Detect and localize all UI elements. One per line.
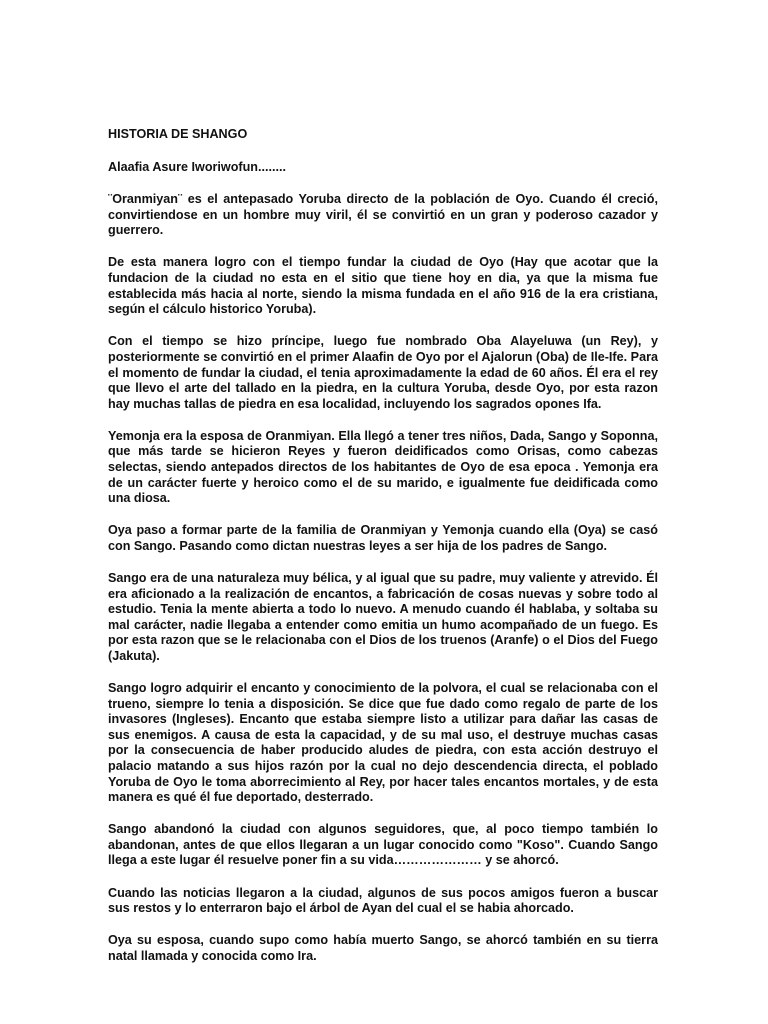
paragraph-yemonja: Yemonja era la esposa de Oranmiyan. Ella llegó a tener tres niños, Dada, Sango y Soponna, que más tarde se hicieron Reyes y fueron deidificados como Orisas, como cabezas selectas, siendo antepados directos de los habitantes de Oyo de esa epoca . Yemonja era de un carácter fuerte y heroico como el de su marido, e igualmente fue deidificada como una diosa. [108, 428, 658, 506]
paragraph-burial: Cuando las noticias llegaron a la ciudad, algunos de sus pocos amigos fueron a buscar sus restos y lo enterraron bajo el árbol de Ayan del cual el se habia ahorcado. [108, 885, 658, 916]
paragraph-founding-oyo: De esta manera logro con el tiempo fundar la ciudad de Oyo (Hay que acotar que la fundacion de la ciudad no esta en el sitio que tiene hoy en dia, ya que la misma fue establecida más hacia al norte, siendo la misma fundada en el año 916 de la era cristiana, según el cálculo historico Yoruba). [108, 255, 658, 317]
paragraph-oya-marriage: Oya paso a formar parte de la familia de Oranmiyan y Yemonja cuando ella (Oya) se casó con Sango. Pasando como dictan nuestras leyes a ser hija de los padres de Sango. [108, 523, 658, 553]
paragraph-gunpowder: Sango logro adquirir el encanto y conocimiento de la polvora, el cual se relacionaba con el trueno, siempre lo tenia a disposición. Se dice que fue dado como regalo de parte de los invasores (Ingleses). Encanto que estaba siempre listo a utilizar para dañar las casas de sus enemigos. A causa de esta la capacidad, y de su mal uso, el destruye muchas casas por la consecuencia de haber producido aludes de piedra, con esta acción destruyo el palacio matando a sus hijos razón por la cual no dejo descendencia directa, el poblado Yoruba de Oyo le toma aborrecimiento al Rey, por hacer tales encantos mortales, y de esta manera es qué él fue deportado, desterrado. [108, 681, 658, 805]
document-title: HISTORIA DE SHANGO [108, 127, 248, 141]
paragraph-exile: Sango abandonó la ciudad con algunos seguidores, que, al poco tiempo también lo abandonan, antes de que ellos llegaran a un lugar conocido como "Koso". Cuando Sango llega a este lugar él resuelve poner fin a su vida………………… y se ahorcó. [108, 822, 658, 868]
paragraph-prince-king: Con el tiempo se hizo príncipe, luego fue nombrado Oba Alayeluwa (un Rey), y posteriormente se convirtió en el primer Alaafin de Oyo por el Ajalorun (Oba) de Ile-Ife. Para el momento de fundar la ciudad, el tenia aproximadamente la edad de 60 años. Él era el rey que llevo el arte del tallado en la piedra, en la cultura Yoruba, desde Oyo, por esta razon hay muchas tallas de piedra en esa localidad, incluyendo los sagrados opones Ifa. [108, 334, 658, 411]
paragraph-sango-nature: Sango era de una naturaleza muy bélica, y al igual que su padre, muy valiente y atrevido. Él era aficionado a la realización de encantos, a fabricación de cosas nuevas y sobre todo al estudio. Tenia la mente abierta a todo lo nuevo. A menudo cuando él hablaba, y soltaba su mal carácter, nadie llegaba a entender como emitia un humo acompañado de un fuego. Es por esta razon que se le relacionaba con el Dios de los truenos (Aranfe) o el Dios del Fuego (Jakuta). [108, 570, 658, 663]
paragraph-oranmiyan-intro: ¨Oranmiyan¨ es el antepasado Yoruba directo de la población de Oyo. Cuando él creció, convirtiendose en un hombre muy viril, él se convirtió en un gran y poderoso cazador y guerrero. [108, 192, 658, 238]
document-page [108, 127, 658, 981]
paragraph-oya-death: Oya su esposa, cuando supo como había muerto Sango, se ahorcó también en su tierra natal llamada y conocida como Ira. [108, 933, 658, 963]
greeting-line: Alaafia Asure Iworiwofun........ [108, 159, 286, 174]
